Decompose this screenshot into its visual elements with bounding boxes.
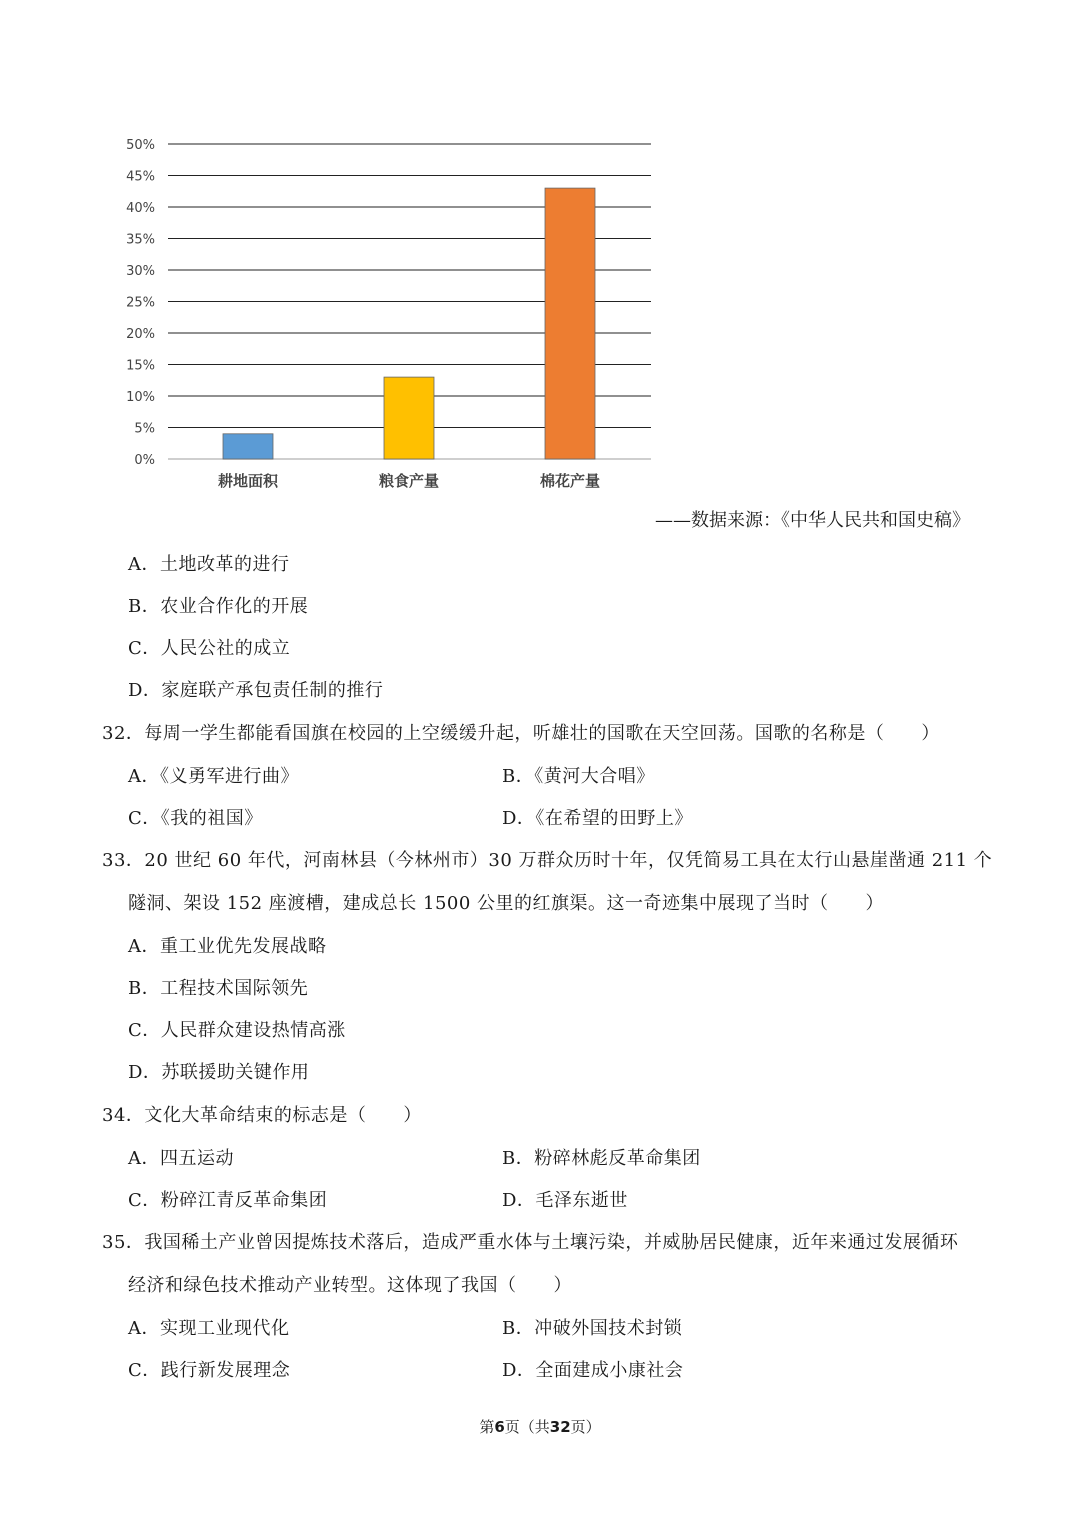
- data-source: ——数据来源：《中华人民共和国史稿》: [655, 510, 970, 531]
- q35-option-c: C．践行新发展理念: [128, 1360, 291, 1381]
- y-tick-label: 50%: [126, 138, 155, 153]
- q32-option-c: C．《我的祖国》: [128, 808, 263, 829]
- q32-stem: 32．每周一学生都能看国旗在校园的上空缓缓升起，听雄壮的国歌在天空回荡。国歌的名称是（ ）: [102, 723, 940, 744]
- page-footer: [0, 1416, 1080, 1437]
- q35-option-d: D．全面建成小康社会: [502, 1360, 684, 1381]
- y-tick-label: 35%: [126, 232, 155, 248]
- y-tick-label: 40%: [126, 201, 155, 216]
- x-category-label: 耕地面积: [217, 472, 279, 490]
- q35-stem-line1: 35．我国稀土产业曾因提炼技术落后，造成严重水体与土壤污染，并威胁居民健康，近年来通过发展循环: [102, 1232, 959, 1253]
- q34-stem: 34．文化大革命结束的标志是（ ）: [102, 1105, 422, 1126]
- y-tick-label: 25%: [126, 295, 155, 311]
- x-category-label: 粮食产量: [378, 472, 440, 490]
- y-tick-label: 45%: [126, 169, 155, 185]
- bar: [223, 434, 273, 459]
- bar-chart: [0, 0, 700, 500]
- q32-option-d: D．《在希望的田野上》: [502, 808, 693, 829]
- q33-option-a: A．重工业优先发展战略: [128, 936, 327, 957]
- q35-option-a: A．实现工业现代化: [128, 1318, 290, 1339]
- q34-option-a: A．四五运动: [128, 1148, 234, 1169]
- footer-prefix: 第: [479, 1418, 495, 1436]
- q32-option-a: A．《义勇军进行曲》: [128, 766, 299, 787]
- y-tick-label: 15%: [126, 358, 155, 374]
- footer-middle: 页（共: [504, 1418, 550, 1436]
- q31-option-a: A．土地改革的进行: [128, 554, 290, 575]
- q34-option-d: D．毛泽东逝世: [502, 1190, 628, 1211]
- q34-option-c: C．粉碎江青反革命集团: [128, 1190, 328, 1211]
- y-tick-label: 5%: [134, 421, 155, 437]
- q31-option-c: C．人民公社的成立: [128, 638, 291, 659]
- q33-option-c: C．人民群众建设热情高涨: [128, 1020, 346, 1041]
- y-tick-label: 0%: [134, 453, 155, 468]
- q32-option-b: B．《黄河大合唱》: [502, 766, 655, 787]
- q31-option-d: D．家庭联产承包责任制的推行: [128, 680, 384, 701]
- q34-option-b: B．粉碎林彪反革命集团: [502, 1148, 701, 1169]
- bar: [384, 377, 434, 459]
- y-tick-label: 10%: [126, 390, 155, 405]
- q35-option-b: B．冲破外国技术封锁: [502, 1318, 683, 1339]
- footer-page-number: 6: [494, 1418, 505, 1436]
- bar: [545, 188, 595, 459]
- q33-stem-line2: 隧洞、架设 152 座渡槽，建成总长 1500 公里的红旗渠。这一奇迹集中展现了当时（ ）: [128, 893, 885, 914]
- footer-total-pages: 32: [549, 1418, 571, 1436]
- y-tick-label: 30%: [126, 264, 155, 279]
- q35-stem-line2: 经济和绿色技术推动产业转型。这体现了我国（ ）: [128, 1275, 572, 1296]
- q31-option-b: B．农业合作化的开展: [128, 596, 309, 617]
- q33-stem-line1: 33．20 世纪 60 年代，河南林县（今林州市）30 万群众历时十年，仅凭简易工具在太行山悬崖凿通 211 个: [102, 850, 993, 871]
- q33-option-d: D．苏联援助关键作用: [128, 1062, 310, 1083]
- x-category-label: 棉花产量: [539, 472, 601, 490]
- y-tick-label: 20%: [126, 327, 155, 342]
- q33-option-b: B．工程技术国际领先: [128, 978, 309, 999]
- footer-suffix: 页）: [570, 1418, 601, 1436]
